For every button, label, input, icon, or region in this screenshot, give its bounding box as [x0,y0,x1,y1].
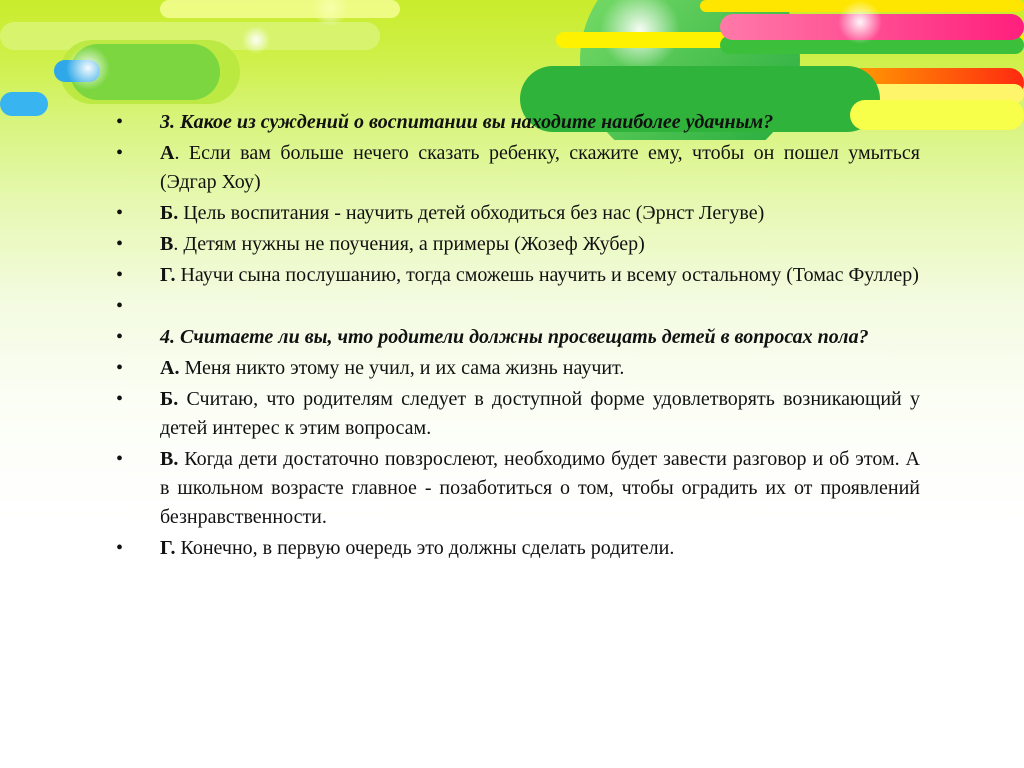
answer-text: Научи сына послушанию, тогда сможешь научить и всему остальному (Томас Фуллер) [175,264,919,286]
answer-item [116,534,920,563]
answer-text: Считаю, что родителям следует в доступной форме удовлетворять возникающий у детей интерес к этим вопросам. [160,388,920,439]
bullet: • [116,233,124,255]
answer-letter: Б. [160,388,179,410]
answer-text: Цель воспитания - научить детей обходиться без нас (Эрнст Легуве) [178,202,765,224]
bullet: • [116,202,124,224]
bullet: • [116,295,124,317]
answer-text: . Детям нужны не поучения, а примеры (Жозеф Жубер) [173,233,645,255]
bullet: • [116,326,124,348]
answer-item [116,139,920,197]
answer-item [116,354,920,383]
answer-item [116,445,920,532]
answer-text: Когда дети достаточно повзрослеют, необходимо будет завести разговор и об этом. А в школьном возрасте главное - позаботиться о том, чтобы оградить их от проявлений безнравственности. [160,448,920,528]
answer-item [116,230,920,259]
answer-letter: Г. [160,537,176,559]
bullet: • [116,357,124,379]
answer-letter: А. [160,357,180,379]
answer-letter: В [160,233,174,255]
question-text: 4. Считаете ли вы, что родители должны просвещать детей в вопросах пола? [160,326,869,348]
deco-capsule-yellow-top [160,0,400,18]
answer-item [116,385,920,443]
answer-item [116,261,920,290]
answer-item [116,199,920,228]
bullet: • [116,537,124,559]
answer-text: . Если вам больше нечего сказать ребенку, скажите ему, чтобы он пошел умыться (Эдгар Хоу) [160,142,920,193]
question-4 [116,323,920,352]
slide-content-list [116,108,920,565]
bullet: • [116,448,124,470]
question-3 [116,108,920,137]
deco-capsule-blue [0,92,48,116]
answer-letter: А [160,142,175,164]
answer-letter: В. [160,448,179,470]
answer-text: Конечно, в первую очередь это должны сделать родители. [175,537,675,559]
answer-text: Меня никто этому не учил, и их сама жизнь научит. [179,357,625,379]
bullet: • [116,142,124,164]
bullet: • [116,111,124,133]
bullet: • [116,388,124,410]
answer-letter: Б. [160,202,179,224]
empty-item [116,292,920,321]
bullet: • [116,264,124,286]
question-text: 3. Какое из суждений о воспитании вы находите наиболее удачным? [160,111,774,133]
answer-letter: Г. [160,264,176,286]
